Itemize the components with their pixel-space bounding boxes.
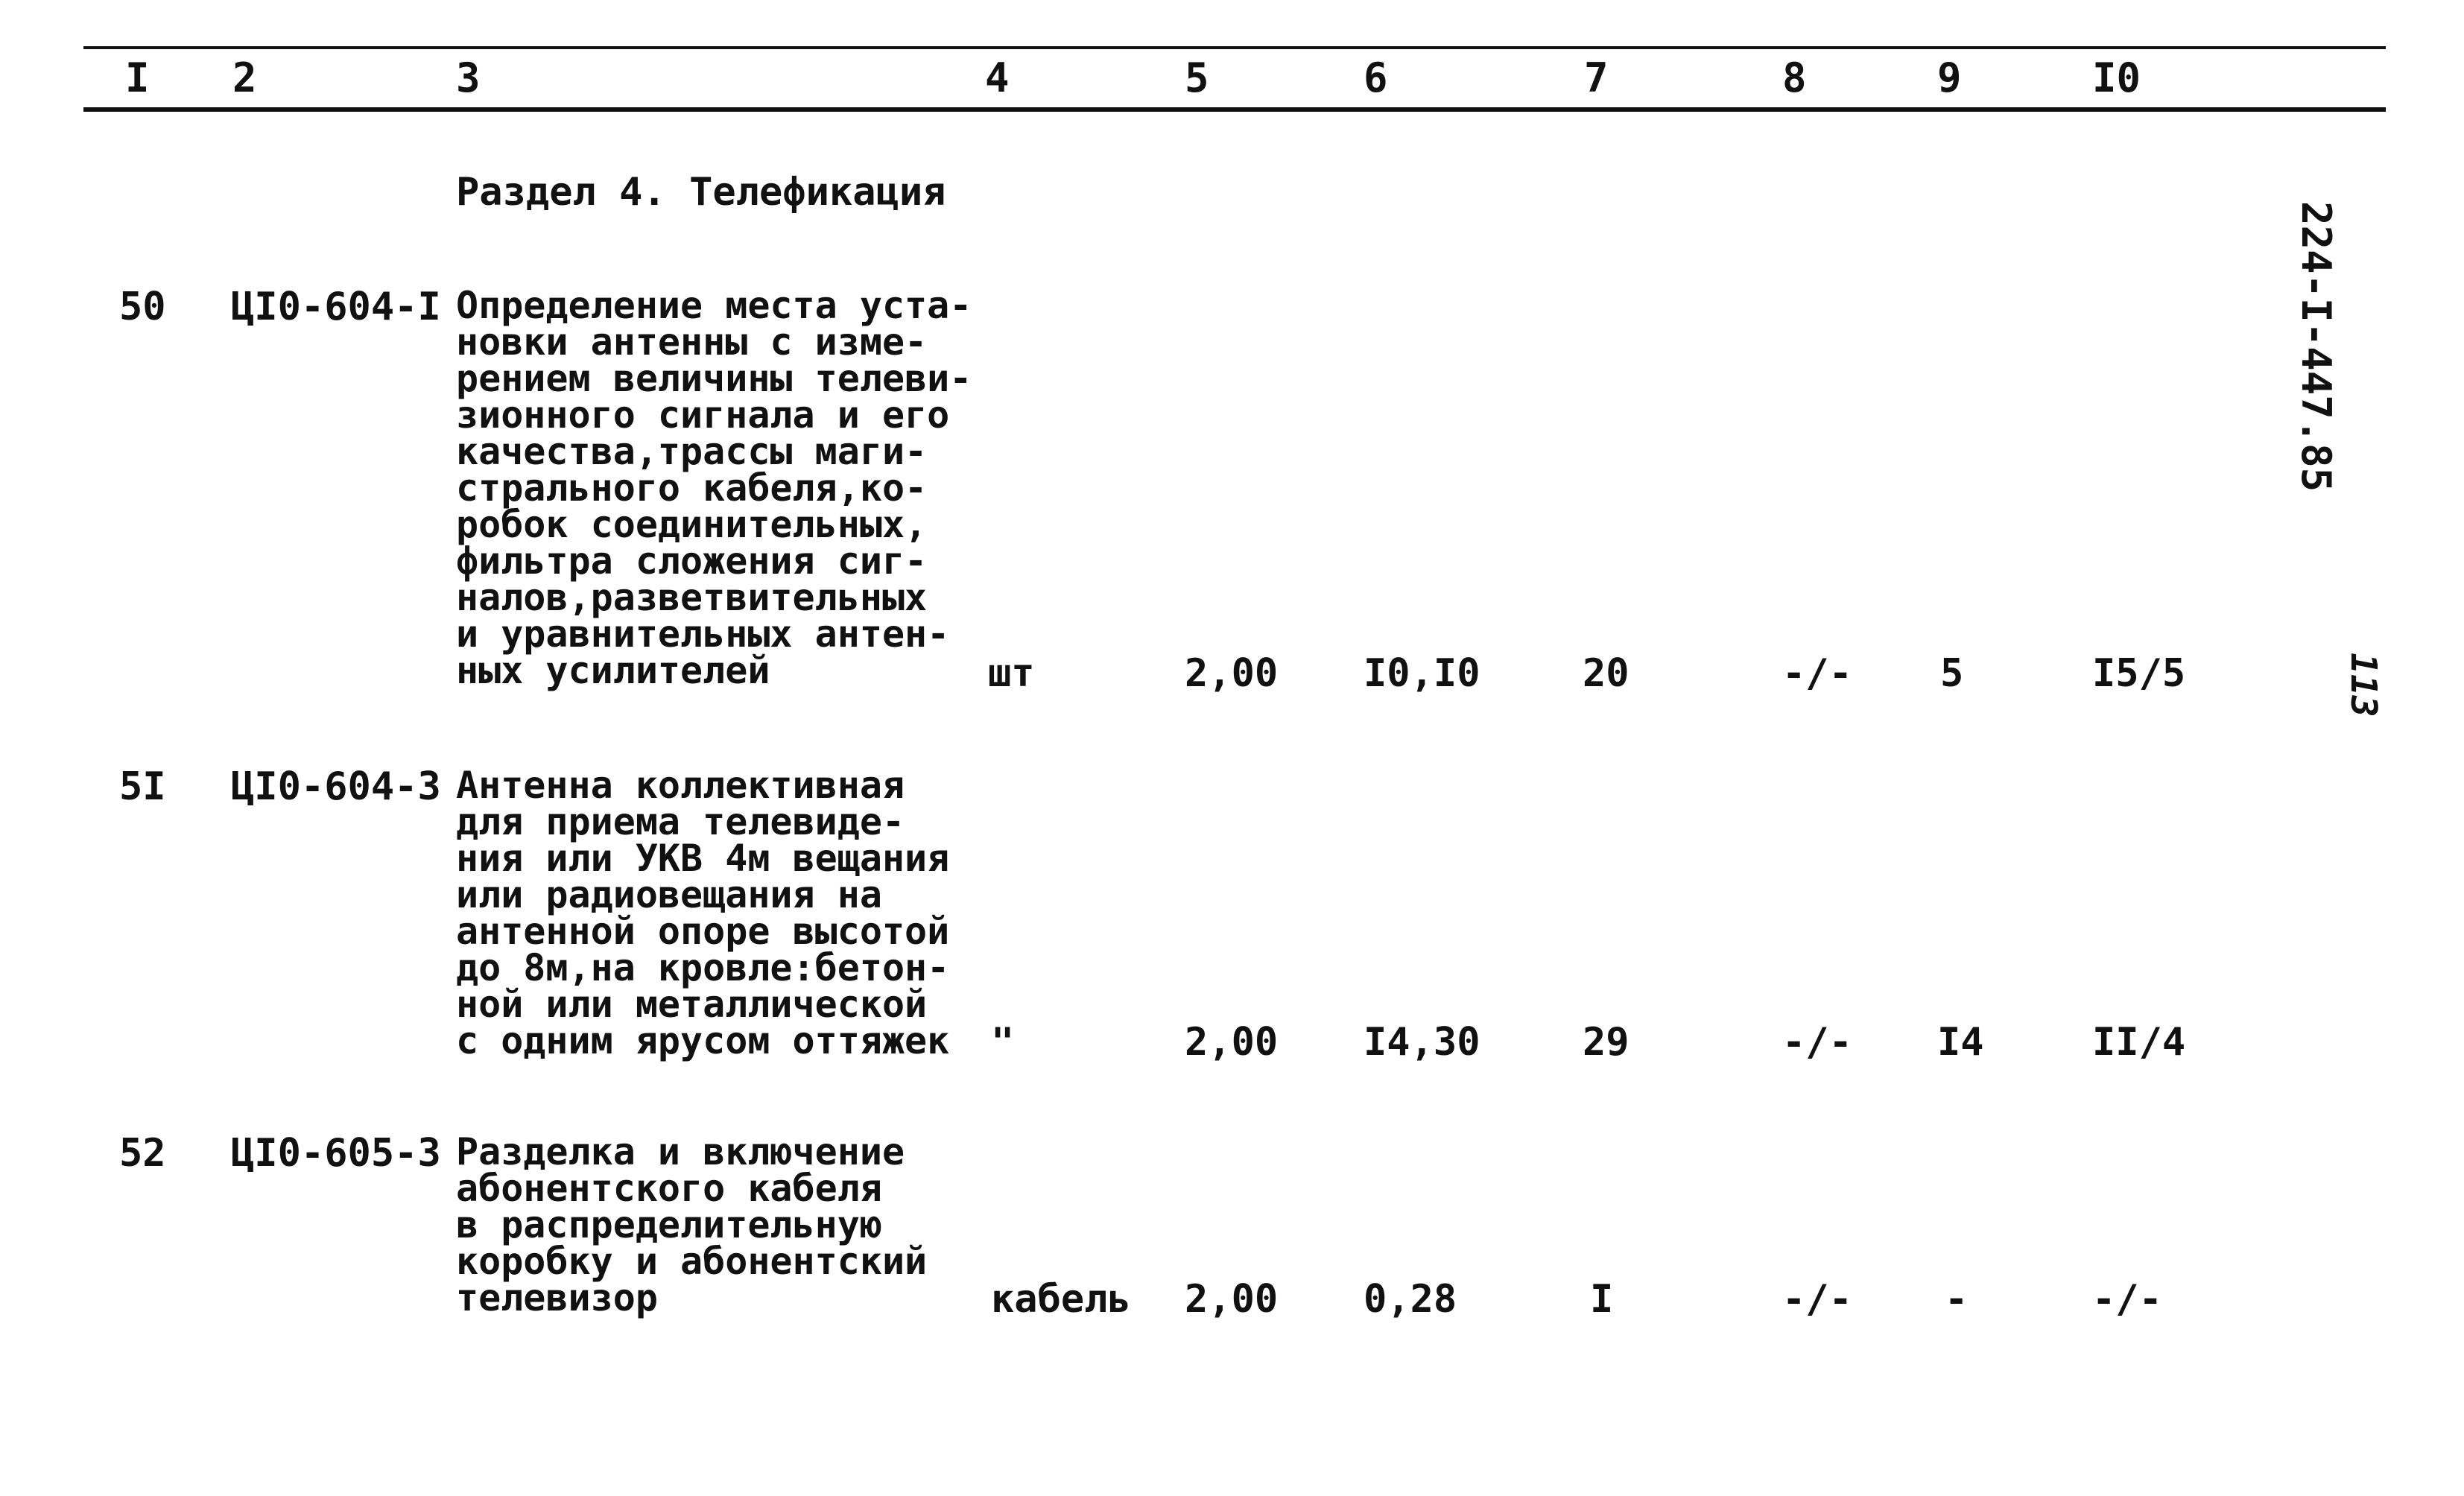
row-description bbox=[456, 764, 978, 1062]
row-code: ЦI0-604-3 bbox=[231, 764, 441, 809]
row-number: 50 bbox=[119, 285, 166, 329]
column-header-4: 4 bbox=[985, 54, 1010, 101]
description-line: коробку и абонентский bbox=[456, 1240, 928, 1283]
row-number: 52 bbox=[119, 1131, 166, 1176]
row-col10: II/4 bbox=[2092, 1020, 2186, 1065]
description-line: фильтра сложения сиг- bbox=[456, 539, 928, 583]
description-line: качества,трассы маги- bbox=[456, 430, 928, 473]
row-unit: кабель bbox=[991, 1277, 1131, 1322]
description-line: ной или металлической bbox=[456, 983, 928, 1026]
row-col8: -/- bbox=[1782, 651, 1852, 696]
column-header-3: 3 bbox=[456, 54, 481, 101]
description-line: ния или УКВ 4м вещания bbox=[456, 837, 950, 880]
row-unit: шт bbox=[988, 651, 1035, 696]
row-col9: 5 bbox=[1940, 651, 1964, 696]
description-line: робок соединительных, bbox=[456, 503, 928, 546]
description-line: Разделка и включение bbox=[456, 1130, 905, 1173]
row-col5: 2,00 bbox=[1185, 651, 1279, 696]
row-col7: I bbox=[1590, 1277, 1614, 1322]
description-line: рением величины телеви- bbox=[456, 357, 972, 400]
description-line: антенной опоре высотой bbox=[456, 910, 950, 953]
row-col6: I4,30 bbox=[1364, 1020, 1480, 1065]
description-line: ных усилителей bbox=[456, 649, 770, 692]
description-line: и уравнительных антен- bbox=[456, 612, 950, 656]
row-col6: 0,28 bbox=[1364, 1277, 1457, 1322]
row-unit: " bbox=[991, 1020, 1015, 1065]
row-description bbox=[456, 284, 978, 692]
header-top-rule bbox=[83, 46, 2386, 49]
row-col7: 20 bbox=[1583, 651, 1630, 696]
description-line: зионного сигнала и его bbox=[456, 393, 950, 437]
row-number: 5I bbox=[119, 764, 166, 809]
description-line: абонентского кабеля bbox=[456, 1167, 882, 1210]
description-line: до 8м,на кровле:бетон- bbox=[456, 946, 950, 989]
row-col10: I5/5 bbox=[2092, 651, 2186, 696]
row-col9: I4 bbox=[1937, 1020, 1984, 1065]
column-header-2: 2 bbox=[232, 54, 257, 101]
row-col6: I0,I0 bbox=[1364, 651, 1480, 696]
page-number-vertical: 113 bbox=[2343, 653, 2384, 717]
description-line: Антенна коллективная bbox=[456, 764, 905, 807]
description-line: телевизор bbox=[456, 1276, 658, 1319]
row-col8: -/- bbox=[1782, 1020, 1852, 1065]
row-col8: -/- bbox=[1782, 1277, 1852, 1322]
document-code-vertical: 224-I-447.85 bbox=[2293, 201, 2340, 492]
row-description bbox=[456, 1130, 978, 1319]
row-code: ЦI0-605-3 bbox=[231, 1131, 441, 1176]
section-title: Раздел 4. Телефикация bbox=[456, 170, 946, 215]
description-line: или радиовещания на bbox=[456, 873, 882, 916]
header-bottom-rule bbox=[83, 107, 2386, 112]
description-line: новки антенны с изме- bbox=[456, 320, 928, 364]
column-header-8: 8 bbox=[1782, 54, 1807, 101]
row-col5: 2,00 bbox=[1185, 1020, 1279, 1065]
description-line: налов,разветвительных bbox=[456, 576, 928, 619]
description-line: Определение места уста- bbox=[456, 284, 972, 327]
column-header-6: 6 bbox=[1364, 54, 1388, 101]
row-col5: 2,00 bbox=[1185, 1277, 1279, 1322]
column-header-10: I0 bbox=[2092, 54, 2141, 101]
description-line: в распределительную bbox=[456, 1203, 882, 1246]
column-header-9: 9 bbox=[1937, 54, 1962, 101]
column-header-1: I bbox=[125, 54, 150, 101]
description-line: стрального кабеля,ко- bbox=[456, 466, 928, 510]
row-col10: -/- bbox=[2092, 1277, 2162, 1322]
description-line: с одним ярусом оттяжек bbox=[456, 1019, 950, 1062]
row-col9: - bbox=[1945, 1277, 1969, 1322]
row-code: ЦI0-604-I bbox=[231, 285, 441, 329]
description-line: для приема телевиде- bbox=[456, 800, 905, 843]
column-header-5: 5 bbox=[1185, 54, 1209, 101]
row-col7: 29 bbox=[1583, 1020, 1630, 1065]
column-header-7: 7 bbox=[1584, 54, 1609, 101]
